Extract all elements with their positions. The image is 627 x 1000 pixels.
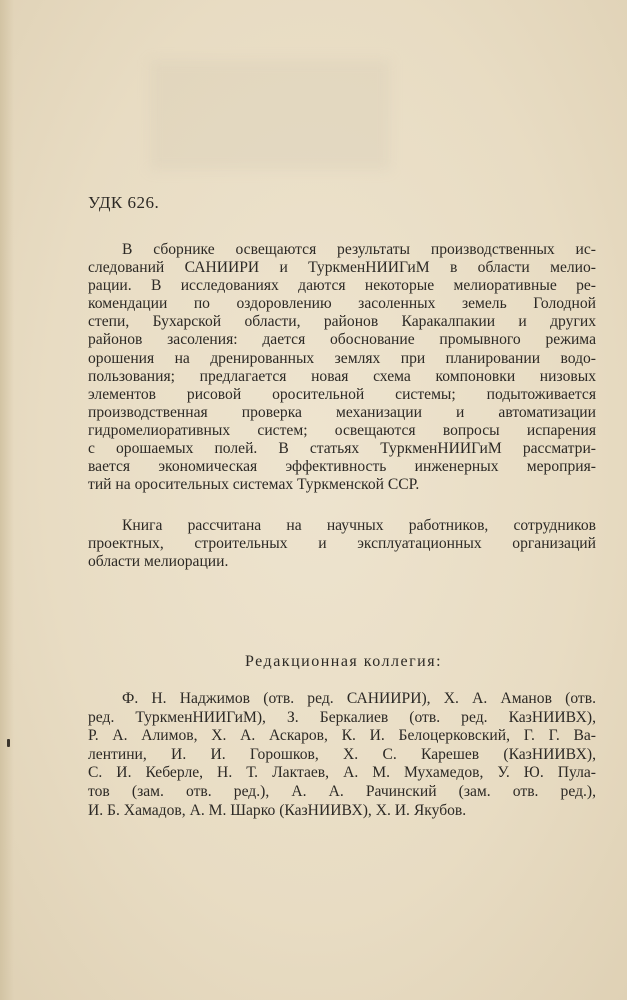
audience-line: проектных, строительных и эксплуатационных организаций: [88, 535, 596, 553]
abstract-line: следований САНИИРИ и ТуркменНИИГиМ в области мелио-: [88, 259, 596, 277]
abstract-line: тий на оросительных системах Туркменской ССР.: [88, 476, 420, 494]
abstract-line: элементов рисовой оросительной системы; подытоживается: [88, 385, 596, 403]
margin-ink-mark: [7, 739, 10, 747]
abstract-paragraph: [88, 241, 596, 494]
audience-line: области мелиорации.: [88, 553, 229, 571]
abstract-line: районов засоления: дается обоснование промывного режима: [88, 331, 596, 349]
audience-paragraph: [88, 517, 596, 571]
page-edge-shadow: [0, 0, 14, 1000]
editorial-board-title: Редакционная коллегия:: [244, 653, 443, 670]
abstract-line: орошения на дренированных землях при планировании водо-: [88, 349, 596, 367]
abstract-line: рации. В исследованиях даются некоторые мелиоративные ре-: [88, 277, 596, 295]
abstract-line: В сборнике освещаются результаты производственных ис-: [122, 241, 596, 258]
abstract-line: производственная проверка механизации и автоматизации: [88, 403, 596, 421]
member-line: ред. ТуркменНИИГиМ), З. Беркалиев (отв. ред. КазНИИВХ),: [88, 708, 596, 726]
member-line: С. И. Кеберле, Н. Т. Лактаев, А. М. Мухамедов, У. Ю. Пула-: [88, 764, 596, 782]
abstract-line: комендации по оздоровлению засоленных земель Голодной: [88, 295, 596, 313]
member-line: И. Б. Хамадов, А. М. Шарко (КазНИИВХ), Х. И. Якубов.: [88, 801, 467, 819]
member-line: Ф. Н. Наджимов (отв. ред. САНИИРИ), Х. А. Аманов (отв.: [122, 690, 596, 707]
abstract-line: пользования; предлагается новая схема компоновки низовых: [88, 367, 596, 385]
member-line: лентини, И. И. Горошков, Х. С. Карешев (КазНИИВХ),: [88, 745, 596, 763]
bleed-through-text: [150, 60, 390, 170]
abstract-line: гидромелиоративных систем; освещаются вопросы испарения: [88, 421, 596, 439]
editorial-board-members: [88, 690, 596, 820]
abstract-line: степи, Бухарской области, районов Каракалпакии и других: [88, 313, 596, 331]
member-line: тов (зам. отв. ред.), А. А. Рачинский (зам. отв. ред.),: [88, 782, 596, 800]
abstract-line: вается экономическая эффективность инженерных мероприя-: [88, 458, 596, 476]
member-line: Р. А. Алимов, Х. А. Аскаров, К. И. Белоцерковский, Г. Г. Ва-: [88, 727, 596, 745]
abstract-line: с орошаемых полей. В статьях ТуркменНИИГиМ рассматри-: [88, 440, 596, 458]
audience-line: Книга рассчитана на научных работников, сотрудников: [122, 517, 596, 534]
udk-code: УДК 626.: [88, 193, 160, 212]
